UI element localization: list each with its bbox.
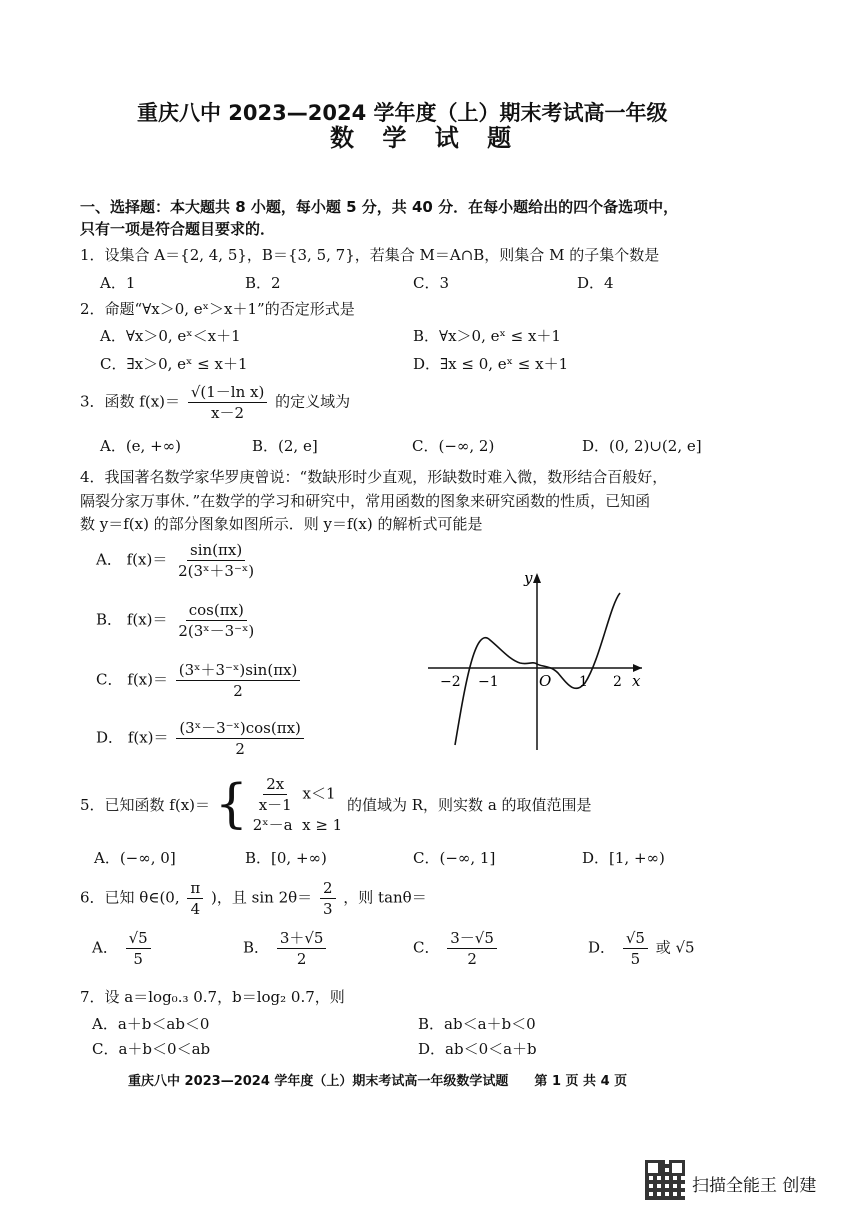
scanner-watermark: 扫描全能王 创建: [692, 1176, 817, 1196]
qr-code-icon: [645, 1160, 685, 1200]
question-7-option-c: C．a＋b＜0＜ab: [92, 1040, 211, 1058]
piece-2-condition: x ≥ 1: [302, 816, 343, 834]
question-4-line2: 隔裂分家万事休．”在数学的学习和研究中，常用函数的图象来研究函数的性质，已知函: [80, 492, 651, 510]
piecewise-cases: [253, 774, 343, 835]
question-5-option-a: A．(−∞, 0]: [94, 849, 176, 867]
question-3-prefix: 3．函数 f(x)＝: [80, 392, 181, 411]
question-6-pi-denominator: 4: [190, 900, 201, 918]
question-4-line3: 数 y＝f(x) 的部分图象如图所示．则 y＝f(x) 的解析式可能是: [80, 515, 483, 533]
piece-1-fraction: [256, 774, 295, 815]
y-axis-label: y: [524, 569, 533, 587]
option-lhs: f(x)＝: [126, 550, 168, 569]
question-6-value-denominator: 3: [322, 900, 333, 918]
option-denominator: 2: [296, 950, 307, 968]
option-numerator: √5: [126, 928, 151, 949]
option-fraction: [277, 928, 327, 969]
question-4-option-b: [96, 600, 260, 641]
piecewise-brace: {: [214, 774, 248, 835]
question-5-option-b: B．[0, +∞): [245, 849, 327, 867]
option-denominator: 2: [467, 950, 477, 968]
piece-1-denominator: x－1: [258, 796, 292, 814]
question-5-prefix: 5．已知函数 f(x)＝: [80, 796, 211, 814]
option-numerator: 3＋√5: [277, 928, 327, 949]
question-1-option-c: C．3: [413, 274, 450, 292]
question-1-option-b: B．2: [245, 274, 281, 292]
question-4-line1: 4．我国著名数学家华罗庚曾说：“数缺形时少直观，形缺数时难入微，数形结合百般好，: [80, 468, 668, 486]
question-3-option-a: A．(e, +∞): [100, 437, 182, 455]
option-fraction: [623, 928, 648, 969]
tick-label-1: 1: [579, 674, 588, 690]
option-label: D．: [96, 728, 124, 747]
option-fraction: [447, 928, 497, 969]
question-6-prefix: 6．已知 θ∈(0,: [80, 888, 180, 907]
option-denominator: 2: [233, 682, 243, 700]
question-5-option-d: D．[1, +∞): [582, 849, 665, 867]
question-4-option-a: [96, 540, 260, 581]
question-6-option-d: [588, 928, 695, 969]
question-1-option-d: D．4: [577, 274, 614, 292]
option-label: C．: [96, 670, 123, 689]
tick-label-2: 2: [613, 674, 622, 690]
x-axis-arrow: [633, 664, 642, 672]
option-denominator: 2: [235, 740, 245, 758]
option-numerator: 3－√5: [447, 928, 497, 949]
option-fraction: [175, 540, 257, 581]
option-label: B．: [96, 610, 123, 629]
option-numerator: sin(πx): [187, 540, 245, 561]
question-6-value-fraction: [320, 878, 336, 919]
question-4-option-c: [96, 660, 303, 701]
question-3-numerator: √(1－ln x): [188, 382, 268, 403]
x-axis-label: x: [632, 672, 641, 690]
question-6-value-numerator: 2: [320, 878, 336, 899]
exam-subtitle: 数 学 试 题: [330, 124, 522, 152]
option-label: A．: [96, 550, 122, 569]
question-6-pi-fraction: [187, 878, 203, 919]
question-5-stem: [80, 774, 592, 835]
tick-label-neg1: −1: [478, 674, 499, 690]
question-6-suffix: ，则 tanθ＝: [343, 888, 427, 907]
option-lhs: f(x)＝: [127, 670, 168, 689]
question-7-option-a: A．a＋b＜ab＜0: [92, 1015, 210, 1033]
question-3-fraction: [188, 382, 268, 423]
option-fraction: [126, 928, 151, 969]
function-graph: [420, 565, 650, 760]
option-numerator: (3ˣ＋3⁻ˣ)sin(πx): [176, 660, 301, 681]
option-denominator: 5: [630, 950, 641, 968]
option-label: A．: [92, 938, 118, 957]
question-2-option-d: D．∃x ≤ 0, eˣ ≤ x＋1: [413, 355, 569, 373]
piece-1-condition: x＜1: [302, 784, 336, 803]
question-3-suffix: 的定义域为: [275, 392, 351, 411]
option-tail: 或 √5: [655, 938, 695, 957]
question-6-option-b: [243, 928, 329, 969]
option-fraction: [176, 660, 301, 701]
question-2-option-c: C．∃x＞0, eˣ ≤ x＋1: [100, 355, 248, 373]
question-2-option-b: B．∀x＞0, eˣ ≤ x＋1: [413, 327, 561, 345]
option-numerator: (3ˣ－3⁻ˣ)cos(πx): [176, 718, 304, 739]
question-7-option-b: B．ab＜a＋b＜0: [418, 1015, 536, 1033]
option-numerator: √5: [623, 928, 648, 949]
section-heading-line1: 一、选择题：本大题共 8 小题，每小题 5 分，共 40 分．在每小题给出的四个备选项中，: [80, 198, 679, 216]
question-2-option-a: A．∀x＞0, eˣ＜x＋1: [100, 327, 241, 345]
option-denominator: 5: [133, 950, 143, 968]
tick-label-neg2: −2: [440, 674, 461, 690]
question-3-denominator: x－2: [211, 404, 245, 422]
option-lhs: f(x)＝: [127, 728, 169, 747]
option-fraction: [176, 718, 304, 759]
question-1-option-a: A．1: [100, 274, 136, 292]
question-2-stem: 2．命题“∀x＞0, eˣ＞x＋1”的否定形式是: [80, 300, 355, 318]
option-label: D．: [588, 938, 616, 957]
question-5-suffix: 的值域为 R，则实数 a 的取值范围是: [346, 796, 592, 814]
question-1-stem: 1．设集合 A＝{2, 4, 5}，B＝{3, 5, 7}，若集合 M＝A∩B，则集合 M 的子集个数是: [80, 246, 660, 264]
question-7-stem: 7．设 a＝log₀.₃ 0.7，b＝log₂ 0.7，则: [80, 988, 345, 1006]
question-6-option-c: [413, 928, 500, 969]
exam-title: 重庆八中 2023—2024 学年度（上）期末考试高一年级: [137, 101, 668, 125]
option-fraction: [175, 600, 257, 641]
question-5-option-c: C．(−∞, 1]: [413, 849, 496, 867]
origin-label: O: [539, 672, 552, 690]
option-label: C．: [413, 938, 440, 957]
question-3-option-b: B．(2, e]: [252, 437, 318, 455]
piece-2: [253, 815, 343, 835]
piece-1: [253, 774, 343, 815]
option-numerator: cos(πx): [186, 600, 247, 621]
question-3-option-d: D．(0, 2)∪(2, e]: [582, 437, 702, 455]
question-3-option-c: C．(−∞, 2): [412, 437, 495, 455]
option-lhs: f(x)＝: [126, 610, 168, 629]
option-denominator: 2(3ˣ＋3⁻ˣ): [178, 562, 255, 580]
question-4-option-d: [96, 718, 307, 759]
piece-1-numerator: 2x: [263, 774, 287, 795]
option-label: B．: [243, 938, 270, 957]
piece-2-expression: 2ˣ－a: [252, 816, 293, 834]
y-axis-arrow: [533, 573, 541, 583]
page-footer: 重庆八中 2023—2024 学年度（上）期末考试高一年级数学试题 第 1 页 共 4 页: [128, 1074, 628, 1089]
question-7-option-d: D．ab＜0＜a＋b: [418, 1040, 537, 1058]
question-6-mid: )，且 sin 2θ＝: [211, 888, 313, 907]
question-3-stem: [80, 382, 350, 423]
question-6-stem: [80, 878, 427, 919]
section-heading-line2: 只有一项是符合题目要求的．: [80, 220, 276, 238]
option-denominator: 2(3ˣ－3⁻ˣ): [178, 622, 255, 640]
question-6-option-a: [92, 928, 154, 969]
question-6-pi-numerator: π: [187, 878, 203, 899]
